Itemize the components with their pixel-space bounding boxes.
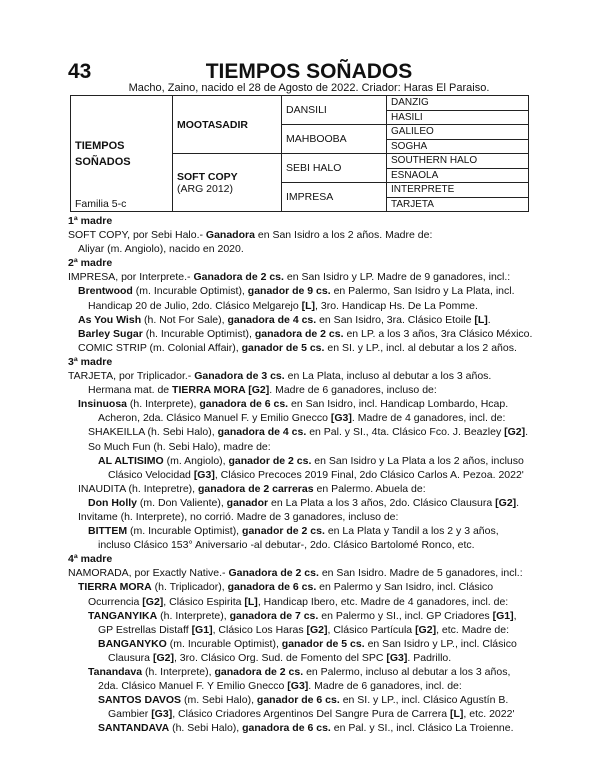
record-text: ganadora de 6 cs. [227,581,317,594]
record-text: en Palermo. Abuela de: [313,482,426,495]
record-text: Hermana mat. de [88,384,173,397]
record-text: en San Isidro, 3ra. Clásico Etoile [316,313,475,326]
record-text: en San Isidro, incl. Handicap Lombardo, Hcap. [288,398,509,411]
record-line [68,721,538,735]
record-text: Ganadora de 2 cs. [228,567,319,580]
record-text: TIERRA MORA [G2] [172,384,270,397]
pedigree-sire-dam: MAHBOOBA [282,125,387,154]
record-text: en Pal. y SI., incl. Clásico La Troienne. [330,722,514,735]
pedigree-dam-origin: (ARG 2012) [177,182,234,195]
record-text: [G3] [330,412,352,425]
record-text: (h. Interprete), [142,666,215,678]
record-text: 3ª madre [68,355,113,368]
record-text: ganadora de 6 cs. [242,722,331,735]
record-text: en La Plata a los 3 años, 2do. Clásico Clausura [268,496,496,509]
record-text: , 3ro. Handicap Hs. De La Pomme. [315,299,478,312]
record-line [68,665,538,679]
record-text: Ganadora [205,229,255,242]
record-text: [G3] [287,680,309,693]
pedigree-self-name [75,138,168,170]
record-line [68,440,538,454]
record-line [68,313,538,327]
record-line [68,679,538,693]
record-text: ganadora de 7 cs. [229,609,319,622]
record-text: , Handicap Ibero, etc. Madre de 4 ganadores, incl. de: [257,595,509,608]
record-line [68,524,538,538]
pedigree-familia: Familia 5-c [75,198,127,210]
record-text: en Palermo, San Isidro y La Plata, incl. [330,285,515,298]
record-text: . Madre de 6 ganadores, incluso de: [269,384,437,397]
record-text: en Pal. y SI., 4ta. Clásico Fco. J. Beazley [306,426,505,439]
record-text: en SI. y LP., incl. Clásico Agustín B. [339,694,509,707]
record-line [68,566,538,580]
record-text: Barley Sugar [78,327,143,340]
record-text: ganador de 6 cs. [256,694,340,707]
record-line [68,637,538,651]
record-text: (h. Incurable Optimist), [142,327,255,340]
record-text: Handicap 20 de Julio, 2do. Clásico Melgarejo [88,299,302,312]
record-text: ganador de 5 cs. [241,341,325,354]
record-text: [G2] [142,595,164,608]
record-text: [G2] [152,651,174,664]
record-text: en San Isidro y LP. Madre de 9 ganadores, incl.: [283,271,511,284]
record-line [68,228,538,242]
record-text: SOFT COPY, por Sebi Halo.- [68,229,206,242]
record-text: Clausura [108,651,153,664]
record-text: en Palermo, incluso al debutar a los 3 años, [303,666,511,678]
pedigree-dam: SOFT COPY [177,170,238,183]
section-heading [68,214,538,228]
record-text: IMPRESA, por Interprete.- [68,271,194,284]
record-line [68,496,538,510]
record-line [68,369,538,383]
record-text: AL ALTISIMO [98,454,164,467]
record-text: , etc. 2022' [463,708,515,721]
record-line [68,510,538,524]
record-text: (m. Sebi Halo), [181,694,257,707]
record-line [68,693,538,707]
record-text: BANGANYKO [98,637,167,650]
record-text: Ganadora de 2 cs. [193,271,284,284]
pedigree-self-line-2: SOÑADOS [75,155,131,168]
record-text: (h. Interprete), [127,398,200,411]
record-text: As You Wish [78,313,142,326]
produce-record [68,214,538,735]
record-text: . Madre de 4 ganadores, incl. de: [351,412,506,425]
record-text: Invitame (h. Interprete), no corrió. Madre de 3 ganadores, incluso de: [78,510,399,523]
record-text: TANGANYIKA [88,609,158,622]
section-heading [68,552,538,566]
record-text: Tanandava [88,666,143,678]
record-text: en SI. y LP., incl. al debutar a los 2 años. [324,341,517,354]
record-line [68,341,538,355]
record-text: (m. Don Valiente), [137,496,227,509]
record-text: [G3] [193,468,215,481]
record-text: SHAKEILLA (h. Sebi Halo), [88,426,218,439]
record-line [68,383,538,397]
record-text: (m. Angiolo), [163,454,229,467]
record-text: [G2] [415,623,437,636]
record-text: [L] [450,708,464,721]
record-line [68,580,538,594]
pedigree-gg-3: GALILEO [387,125,529,140]
record-line [68,454,538,468]
pedigree-dam-sire: SEBI HALO [282,154,387,183]
record-text: , Clásico Criadores Argentinos Del Sangre Pura de Carrera [172,708,450,721]
record-text: ganadora de 2 cs. [214,666,304,678]
pedigree-sire: MOOTASADIR [173,96,282,154]
record-text: , Clásico Los Haras [212,623,307,636]
record-text: So Much Fun (h. Sebi Halo), madre de: [88,440,271,453]
record-text: . [487,313,491,326]
record-line [68,468,538,482]
record-text: [G3] [386,651,408,664]
record-text: ganador de 2 cs. [228,454,312,467]
record-text: , [513,609,517,622]
record-text: (h. Triplicador), [151,581,228,594]
record-text: 4ª madre [68,553,113,566]
record-text: ganador [226,496,269,509]
record-line [68,623,538,637]
record-text: [L] [301,299,316,312]
record-text: 2da. Clásico Manuel F. Y Emilio Gnecco [98,680,288,693]
record-text: en Palermo y SI., incl. GP Criadores [318,609,493,622]
record-text: Clásico Velocidad [108,468,194,481]
record-text: , Clásico Espirita [163,595,245,608]
record-line [68,242,538,256]
record-text: [G2] [495,496,517,509]
record-text: ganador de 9 cs. [247,285,331,298]
record-text: . Padrillo. [407,651,452,664]
record-text: en San Isidro y LP., incl. Clásico [364,637,517,650]
pedigree-dam-cell [173,154,282,212]
record-text: ganadora de 6 cs. [199,398,289,411]
record-text: incluso Clásico 153° Aniversario -al debutar-, 2do. Clásico Bartolomé Ronco, etc. [98,539,475,552]
record-text: [G2] [306,623,328,636]
record-text: . [516,496,520,509]
record-text: [G1] [191,623,213,636]
record-text: Insinuosa [78,398,128,411]
record-text: ganadora de 4 cs. [227,313,317,326]
record-line [68,411,538,425]
record-text: en LP. a los 3 años, 3ra Clásico México. [343,327,533,340]
pedigree-dam-dam: IMPRESA [282,183,387,212]
record-text: Ocurrencia [88,595,143,608]
record-text: en La Plata, incluso al debutar a los 3 años. [284,370,492,383]
record-text: en San Isidro y La Plata a los 2 años, incluso [311,454,524,467]
record-text: (m. Incurable Optimist), [166,637,282,650]
record-text: TARJETA, por Triplicador.- [68,370,195,383]
record-text: NAMORADA, por Exactly Native.- [68,567,229,580]
pedigree-gg-2: HASILI [387,110,529,125]
record-line [68,538,538,552]
record-text: BITTEM [88,525,128,538]
record-text: , Clásico Partícula [327,623,416,636]
record-line [68,327,538,341]
record-text: , 3ro. Clásico Org. Sud. de Fomento del SPC [173,651,387,664]
record-text: (m. Incurable Optimist), [127,525,243,538]
record-text: ganadora de 4 cs. [217,426,307,439]
section-heading [68,355,538,369]
record-line [68,284,538,298]
record-text: ganadora de 2 carreras [198,482,314,495]
pedigree-self-cell [71,96,173,212]
record-text: TIERRA MORA [78,581,152,594]
record-line [68,651,538,665]
record-text: Acheron, 2da. Clásico Manuel F. y Emilio Gnecco [98,412,331,425]
record-text: [G1] [492,609,514,622]
record-text: 2ª madre [68,257,113,270]
record-text: (h. Not For Sale), [141,313,228,326]
pedigree-table [70,95,529,212]
record-text: , Clásico Precoces 2019 Final, 2do Clásico Carlos A. Pezoa. 2022' [214,468,524,481]
record-text: COMIC STRIP (m. Colonial Affair), [78,341,242,354]
record-text: [G2] [504,426,526,439]
record-text: [L] [244,595,258,608]
horse-name: TIEMPOS SOÑADOS [205,60,413,83]
record-text: 1ª madre [68,215,113,227]
record-text: (h. Sebi Halo), [169,722,243,735]
record-line [68,482,538,496]
record-text: SANTOS DAVOS [98,694,182,707]
record-text: en San Isidro. Madre de 5 ganadores, incl.: [318,567,523,580]
record-line [68,299,538,313]
record-text: Don Holly [88,496,137,509]
pedigree-gg-6: ESNAOLA [387,168,529,183]
pedigree-self-line-1: TIEMPOS [75,139,125,152]
pedigree-gg-8: TARJETA [387,197,529,212]
pedigree-gg-7: INTERPRETE [387,183,529,198]
record-text: ganador de 2 cs. [242,525,325,538]
pedigree-sire-sire: DANSILI [282,96,387,125]
record-text: ganador de 5 cs. [281,637,365,650]
record-text: Aliyar (m. Angiolo), nacido en 2020. [78,243,244,256]
record-line [68,609,538,623]
record-text: [G3] [151,708,173,721]
record-text: GP Estrellas Distaff [98,623,192,636]
pedigree-gg-4: SOGHA [387,139,529,154]
record-text: INAUDITA (h. Intepretre), [78,482,199,495]
record-text: (h. Interprete), [157,609,230,622]
pedigree-gg-5: SOUTHERN HALO [387,154,529,169]
record-line [68,397,538,411]
record-text: SANTANDAVA [98,722,170,735]
record-line [68,270,538,284]
record-text: en Palermo y San Isidro, incl. Clásico [316,581,494,594]
record-text: en La Plata y Tandil a los 2 y 3 años, [324,525,499,538]
record-line [68,707,538,721]
record-text: . [525,426,529,439]
record-text: Gambier [108,708,152,721]
record-line [68,595,538,609]
record-text: . Madre de 6 ganadores, incl. de: [308,680,462,693]
record-text: Ganadora de 3 cs. [194,370,285,383]
section-heading [68,256,538,270]
record-text: (m. Incurable Optimist), [132,285,248,298]
lot-number: 43 [68,60,92,83]
record-line [68,425,538,439]
record-text: Brentwood [78,285,133,298]
record-text: en San Isidro a los 2 años. Madre de: [254,229,433,242]
record-text: , etc. Madre de: [436,623,510,636]
horse-subtitle: Macho, Zaino, nacido el 28 de Agosto de 2022. Criador: Haras El Paraiso. [128,82,490,94]
record-text: [L] [474,313,488,326]
pedigree-gg-1: DANZIG [387,96,529,111]
record-text: ganadora de 2 cs. [254,327,344,340]
